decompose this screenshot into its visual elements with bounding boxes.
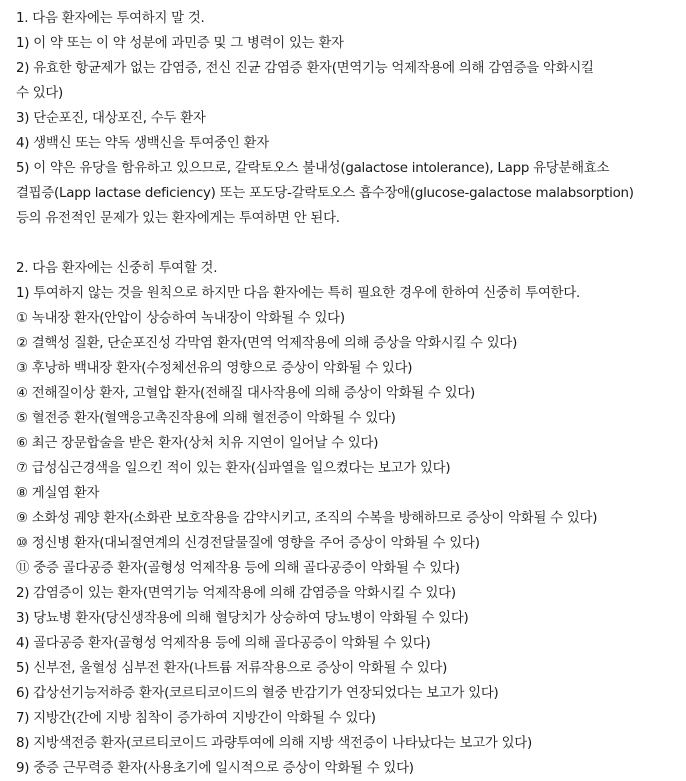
list-item: 9) 중증 근무력증 환자(사용초기에 일시적으로 증상이 악화될 수 있다) [16, 761, 414, 776]
sub-list-item: ⑤ 혈전증 환자(혈액응고촉진작용에 의해 혈전증이 악화될 수 있다) [16, 411, 396, 426]
sub-list-item: ⑧ 게실염 환자 [16, 486, 100, 501]
sub-list-item: ⑦ 급성심근경색을 일으킨 적이 있는 환자(심파열을 일으켰다는 보고가 있다) [16, 461, 451, 476]
document-body [16, 6, 680, 781]
list-item: 3) 당뇨병 환자(당신생작용에 의해 혈당치가 상승하여 당뇨병이 악화될 수 있다) [16, 611, 469, 626]
section-spacer [16, 231, 680, 256]
section-contraindications [16, 6, 680, 231]
section-precautions [16, 256, 680, 781]
list-item: 2) 감염증이 있는 환자(면역기능 억제작용에 의해 감염증을 악화시킬 수 있다) [16, 586, 456, 601]
list-item: 1) 투여하지 않는 것을 원칙으로 하지만 다음 환자에는 특히 필요한 경우에 한하여 신중히 투여한다. [16, 286, 581, 301]
list-item-continuation: 결핍증(Lapp lactase deficiency) 또는 포도당-갈락토오스 흡수장애(glucose-galactose malabsorption) [16, 186, 634, 201]
sub-list-item: ④ 전해질이상 환자, 고혈압 환자(전해질 대사작용에 의해 증상이 악화될 수 있다) [16, 386, 476, 401]
section-heading: 1. 다음 환자에는 투여하지 말 것. [16, 11, 205, 26]
sub-list-item: ⑪ 중증 골다공증 환자(골형성 억제작용 등에 의해 골다공증이 악화될 수 있다) [16, 561, 460, 576]
sub-list-item: ① 녹내장 환자(안압이 상승하여 녹내장이 악화될 수 있다) [16, 311, 345, 326]
sub-list-item: ⑩ 정신병 환자(대뇌절연계의 신경전달물질에 영향을 주어 증상이 악화될 수 있다) [16, 536, 480, 551]
list-item: 5) 이 약은 유당을 함유하고 있으므로, 갈락토오스 불내성(galactose intolerance), Lapp 유당분해효소 [16, 161, 610, 176]
list-item: 6) 갑상선기능저하증 환자(코르티코이드의 혈중 반감기가 연장되었다는 보고가 있다) [16, 686, 499, 701]
section-heading: 2. 다음 환자에는 신중히 투여할 것. [16, 261, 218, 276]
sub-list-item: ③ 후낭하 백내장 환자(수정체선유의 영향으로 증상이 악화될 수 있다) [16, 361, 413, 376]
sub-list-item: ② 결핵성 질환, 단순포진성 각막염 환자(면역 억제작용에 의해 증상을 악화시킬 수 있다) [16, 336, 518, 351]
sub-list-item: ⑨ 소화성 궤양 환자(소화관 보호작용을 감약시키고, 조직의 수복을 방해하므로 증상이 악화될 수 있다) [16, 511, 598, 526]
list-item: 8) 지방색전증 환자(코르티코이드 과량투여에 의해 지방 색전증이 나타났다는 보고가 있다) [16, 736, 532, 751]
list-item-continuation: 등의 유전적인 문제가 있는 환자에게는 투여하면 안 된다. [16, 211, 340, 226]
list-item-continuation: 수 있다) [16, 86, 64, 101]
list-item: 1) 이 약 또는 이 약 성분에 과민증 및 그 병력이 있는 환자 [16, 36, 344, 51]
sub-list-item: ⑥ 최근 장문합술을 받은 환자(상처 치유 지연이 일어날 수 있다) [16, 436, 379, 451]
list-item: 5) 신부전, 울혈성 심부전 환자(나트륨 저류작용으로 증상이 악화될 수 있다) [16, 661, 448, 676]
list-item: 4) 골다공증 환자(골형성 억제작용 등에 의해 골다공증이 악화될 수 있다) [16, 636, 431, 651]
list-item: 2) 유효한 항균제가 없는 감염증, 전신 진균 감염증 환자(면역기능 억제작용에 의해 감염증을 악화시킬 [16, 61, 594, 76]
list-item: 3) 단순포진, 대상포진, 수두 환자 [16, 111, 206, 126]
list-item: 4) 생백신 또는 약독 생백신을 투여중인 환자 [16, 136, 269, 151]
list-item: 7) 지방간(간에 지방 침착이 증가하여 지방간이 악화될 수 있다) [16, 711, 376, 726]
